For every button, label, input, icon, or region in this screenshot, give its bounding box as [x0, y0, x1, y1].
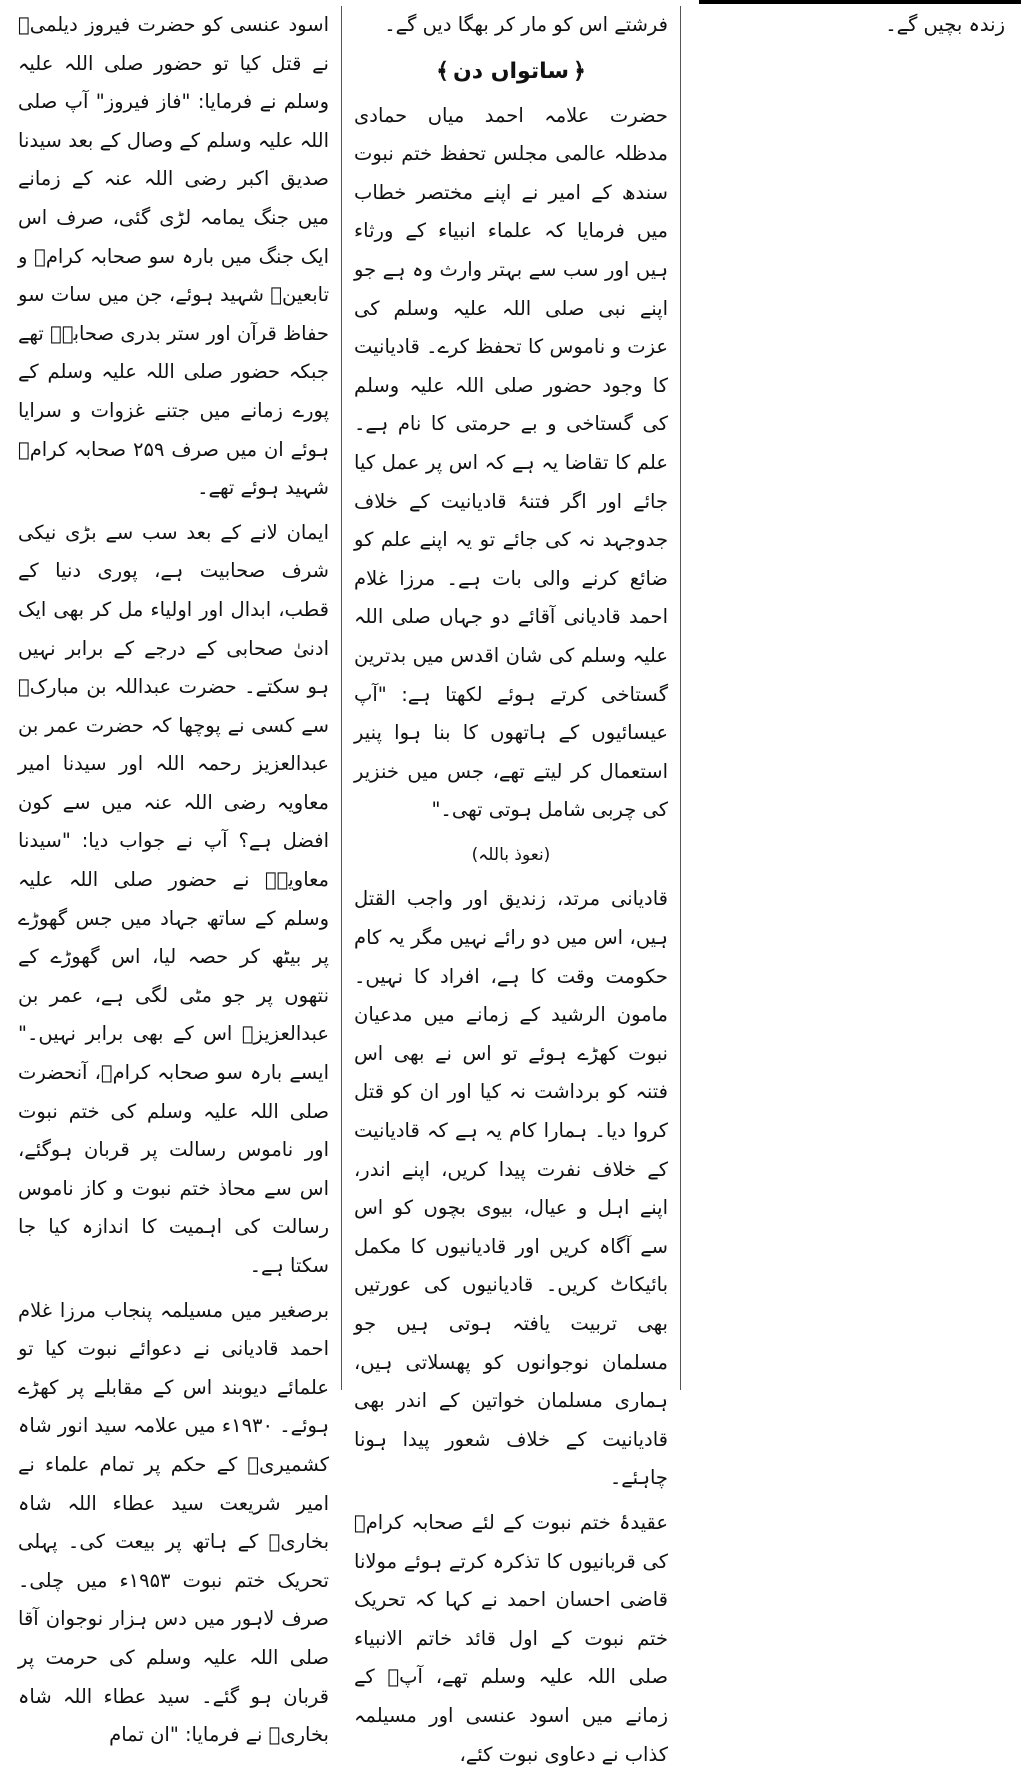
- section-heading: [354, 51, 668, 93]
- column-middle: [341, 6, 681, 1766]
- paragraph: اسود عنسی کو حضرت فیروز دیلمیؓ نے قتل کیا تو حضور صلی اللہ علیہ وسلم نے فرمایا: "فاز فیروز" آپ صلی اللہ علیہ وسلم کے وصال کے بعد سیدنا صدیق اکبر رضی اللہ عنہ کے زمانے میں جنگ یمامہ لڑی گئی، صرف اس ایک جنگ میں بارہ سو صحابہ کرامؓ و تابعینؒ شہید ہوئے، جن میں سات سو حفاظ قرآن اور ستر بدری صحابہؓ تھے جبکہ حضور صلی اللہ علیہ وسلم کے پورے زمانے میں جتنے غزوات و سرایا ہوئے ان میں صرف ۲۵۹ صحابہ کرامؓ شہید ہوئے تھے۔: [18, 13, 329, 500]
- reference-note: (نعوذ باللہ): [471, 844, 551, 865]
- section-heading-text: ساتواں دن: [453, 59, 569, 85]
- paragraph: فرشتے اس کو مار کر بھگا دیں گے۔: [384, 13, 668, 36]
- article-columns: [6, 6, 1017, 1766]
- ornament-right-icon: ﴿: [573, 59, 586, 85]
- paragraph: قادیانی مرتد، زندیق اور واجب القتل ہیں، اس میں دو رائے نہیں مگر یہ کام حکومت وقت کا ہے، افراد کا نہیں۔ مامون الرشید کے زمانے میں مدعیان نبوت کھڑے ہوئے تو اس نے بھی اس فتنہ کو برداشت نہ کیا اور ان کو قتل کروا دیا۔ ہمارا کام یہ ہے کہ قادیانیت کے خلاف نفرت پیدا کریں، اپنے اندر، اپنے اہل و عیال، بیوی بچوں کو اس سے آگاہ کریں اور قادیانیوں کا مکمل بائیکاٹ کریں۔ قادیانیوں کی عورتیں بھی تربیت یافتہ ہوتی ہیں جو مسلمان نوجوانوں کو پھسلاتی ہیں، ہماری مسلمان خواتین کے اندر بھی قادیانیت کے خلاف شعور پیدا ہونا چاہئے۔: [354, 887, 668, 1490]
- column-right: [681, 6, 1017, 1390]
- paragraph: برصغیر میں مسیلمہ پنجاب مرزا غلام احمد قادیانی نے دعوائے نبوت کیا تو علمائے دیوبند اس کے مقابلے پر کھڑے ہوئے۔ ۱۹۳۰ء میں علامہ سید انور شاہ کشمیریؒ کے حکم پر تمام علماء نے امیر شریعت سید عطاء اللہ شاہ بخاریؒ کے ہاتھ پر بیعت کی۔ پہلی تحریک ختم نبوت ۱۹۵۳ء میں چلی۔ صرف لاہور میں دس ہزار نوجوان آقا صلی اللہ علیہ وسلم کی حرمت پر قربان ہو گئے۔ سید عطاء اللہ شاہ بخاریؒ نے فرمایا: "ان تمام: [18, 1298, 329, 1747]
- top-rule: [699, 0, 1021, 4]
- paragraph: عقیدۂ ختم نبوت کے لئے صحابہ کرامؓ کی قربانیوں کا تذکرہ کرتے ہوئے مولانا قاضی احسان احمد نے کہا کہ تحریک ختم نبوت کے اول قائد خاتم الانبیاء صلی اللہ علیہ وسلم تھے، آپؐ کے زمانے میں اسود عنسی اور مسیلمہ کذاب نے دعاوی نبوت کئے،: [354, 1510, 668, 1766]
- column-left: [6, 6, 341, 1747]
- paragraph: حضرت علامہ احمد میاں حمادی مدظلہ عالمی مجلس تحفظ ختم نبوت سندھ کے امیر نے اپنے مختصر خطاب میں فرمایا کہ علماء انبیاء کے ورثاء ہیں اور سب سے بہتر وارث وہ ہے جو اپنے نبی صلی اللہ علیہ وسلم کی عزت و ناموس کا تحفظ کرے۔ قادیانیت کا وجود حضور صلی اللہ علیہ وسلم کی گستاخی و بے حرمتی کا نام ہے۔ علم کا تقاضا یہ ہے کہ اس پر عمل کیا جائے اور اگر فتنۂ قادیانیت کے خلاف جدوجہد نہ کی جائے تو یہ اپنے علم کو ضائع کرنے والی بات ہے۔ مرزا غلام احمد قادیانی آقائے دو جہاں صلی اللہ علیہ وسلم کی شان اقدس میں بدترین گستاخی کرتے ہوئے لکھتا ہے: "آپ عیسائیوں کے ہاتھوں کا بنا ہوا پنیر استعمال کر لیتے تھے، جس میں خنزیر کی چربی شامل ہوتی تھی۔": [354, 103, 668, 822]
- paragraph: زندہ بچیں گے۔: [885, 13, 1005, 36]
- ornament-left-icon: ﴾: [436, 59, 449, 85]
- paragraph: ایمان لانے کے بعد سب سے بڑی نیکی شرف صحابیت ہے، پوری دنیا کے قطب، ابدال اور اولیاء مل کر بھی ایک ادنیٰ صحابی کے درجے کے برابر نہیں ہو سکتے۔ حضرت عبداللہ بن مبارکؒ سے کسی نے پوچھا کہ حضرت عمر بن عبدالعزیز رحمہ اللہ اور سیدنا امیر معاویہ رضی اللہ عنہ میں سے کون افضل ہے؟ آپ نے جواب دیا: "سیدنا معاویہؓ نے حضور صلی اللہ علیہ وسلم کے ساتھ جہاد میں جس گھوڑے پر بیٹھ کر حصہ لیا، اس گھوڑے کے نتھوں پر جو مٹی لگی ہے، عمر بن عبدالعزیزؒ اس کے بھی برابر نہیں۔" ایسے بارہ سو صحابہ کرامؓ، آنحضرت صلی اللہ علیہ وسلم کی ختم نبوت اور ناموس رسالت پر قربان ہوگئے، اس سے محاذ ختم نبوت و کاز ناموس رسالت کی اہمیت کا اندازہ کیا جا سکتا ہے۔: [18, 520, 329, 1277]
